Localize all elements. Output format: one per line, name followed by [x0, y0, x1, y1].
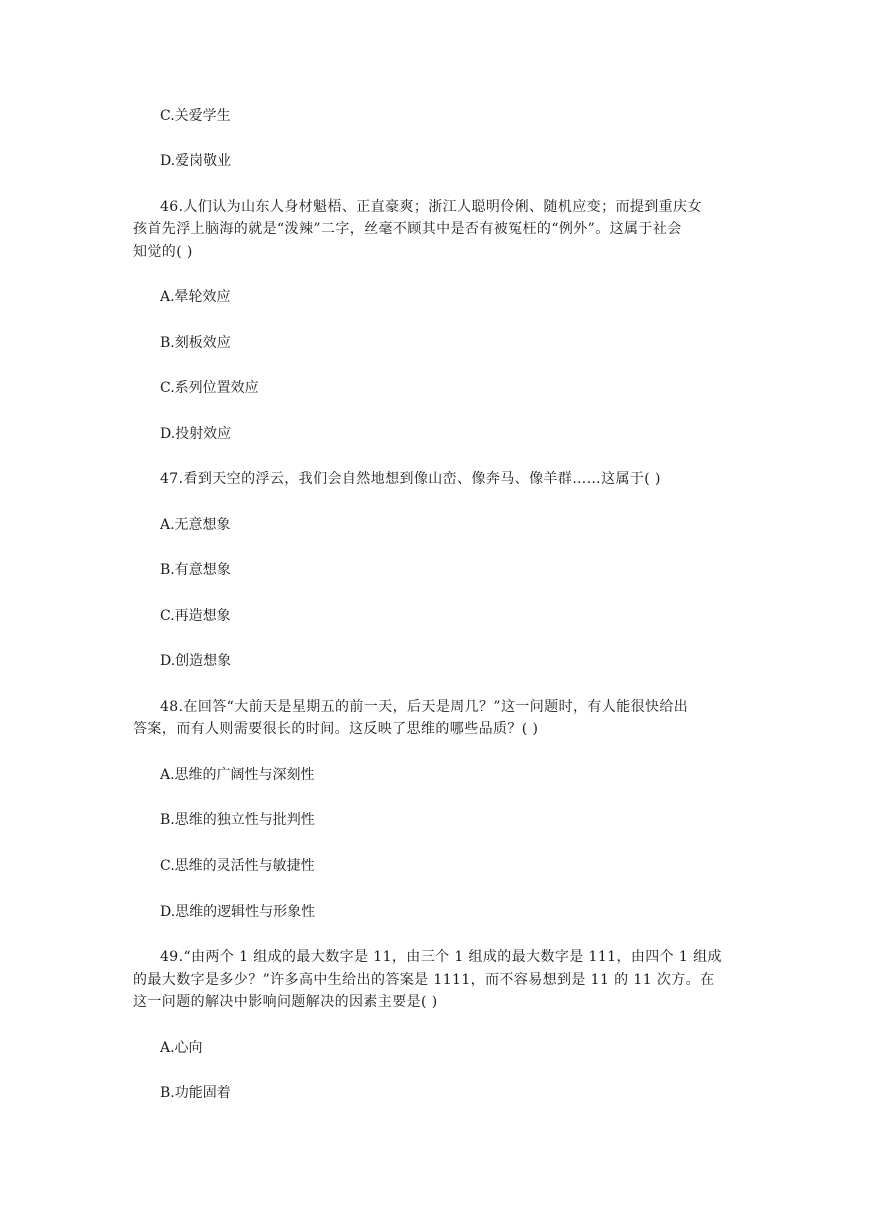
option-46c: C.系列位置效应: [160, 380, 259, 396]
option-49a: A.心向: [160, 1040, 203, 1056]
option-47b: B.有意想象: [160, 562, 231, 578]
option-47a: A.无意想象: [160, 517, 231, 533]
question-46-line-2: 孩首先浮上脑海的就是“泼辣”二字，丝毫不顾其中是否有被冤枉的“例外”。这属于社会: [133, 221, 682, 237]
question-49-line-1: 49.“由两个 1 组成的最大数字是 11，由三个 1 组成的最大数字是 111，由四个 1 组成: [160, 949, 722, 965]
option-48c: C.思维的灵活性与敏捷性: [160, 858, 315, 874]
option-46b: B.刻板效应: [160, 335, 231, 351]
option-46a: A.晕轮效应: [160, 289, 231, 305]
option-49b: B.功能固着: [160, 1085, 231, 1101]
question-47-line-1: 47.看到天空的浮云，我们会自然地想到像山峦、像奔马、像羊群……这属于( ): [160, 471, 661, 487]
option-48b: B.思维的独立性与批判性: [160, 812, 315, 828]
option-48a: A.思维的广阔性与深刻性: [160, 767, 315, 783]
option-46d: D.投射效应: [160, 426, 232, 442]
question-46-line-1: 46.人们认为山东人身材魁梧、正直豪爽；浙江人聪明伶俐、随机应变；而提到重庆女: [160, 199, 702, 215]
question-48-line-2: 答案，而有人则需要很长的时间。这反映了思维的哪些品质？( ): [133, 721, 539, 737]
option-45c: C.关爱学生: [160, 108, 231, 124]
question-49-line-2: 的最大数字是多少？”许多高中生给出的答案是 1111，而不容易想到是 11 的 11 次方。在: [133, 972, 715, 988]
question-46-line-3: 知觉的( ): [133, 244, 193, 260]
question-48-line-1: 48.在回答“大前天是星期五的前一天，后天是周几？”这一问题时，有人能很快给出: [160, 699, 689, 715]
question-49-line-3: 这一问题的解决中影响问题解决的因素主要是( ): [133, 994, 438, 1010]
option-48d: D.思维的逻辑性与形象性: [160, 904, 316, 920]
option-47d: D.创造想象: [160, 653, 232, 669]
option-45d: D.爱岗敬业: [160, 153, 232, 169]
option-47c: C.再造想象: [160, 608, 231, 624]
